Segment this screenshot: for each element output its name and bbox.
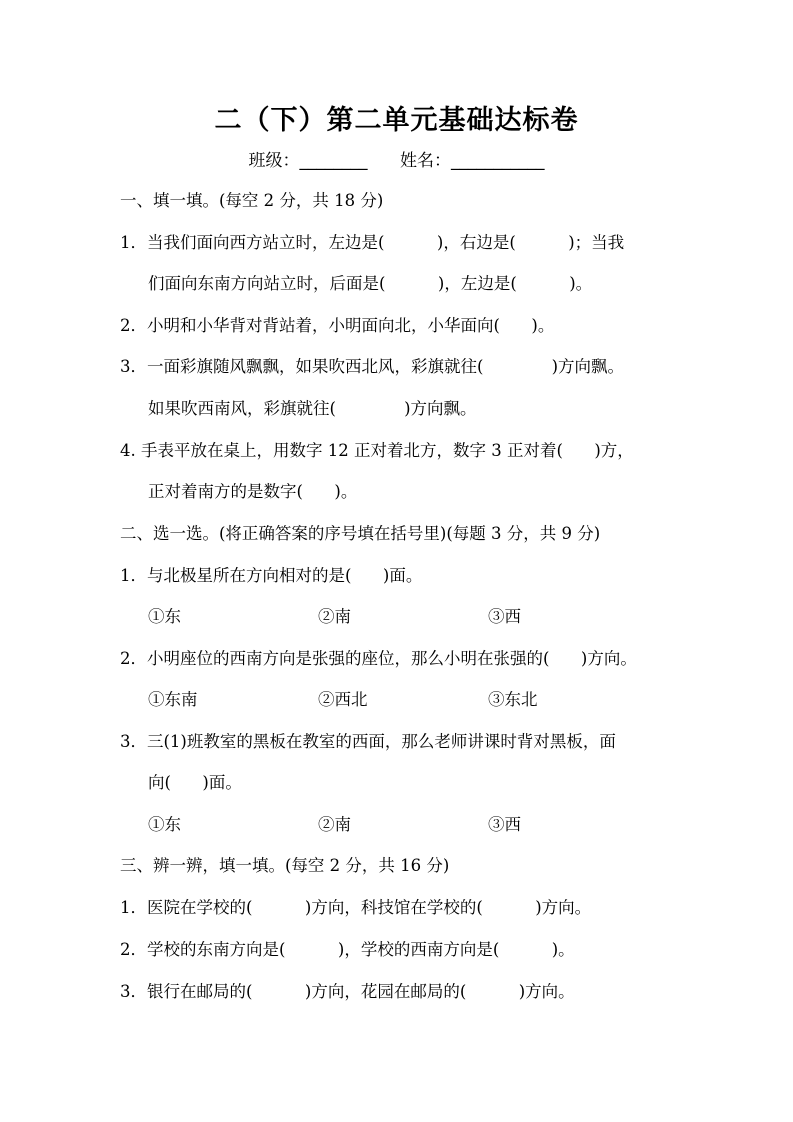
class-field[interactable]: 班级：________ — [248, 151, 368, 171]
section2-heading: 二、选一选。(将正确答案的序号填在括号里)(每题 3 分，共 9 分) — [120, 524, 601, 543]
s2-q3-option-b: ②南 — [318, 815, 351, 834]
s1-q1-line2: 们面向东南方向站立时，后面是( )，左边是( )。 — [148, 274, 593, 293]
s2-q3-option-c: ③西 — [488, 815, 521, 834]
s2-q3-line1: 3．三(1)班教室的黑板在教室的西面，那么老师讲课时背对黑板，面 — [120, 732, 616, 751]
s2-q1-option-b: ②南 — [318, 607, 351, 626]
name-field[interactable]: 姓名：___________ — [399, 151, 545, 171]
s2-q2-option-a: ①东南 — [148, 690, 198, 709]
section3-heading: 三、辨一辨，填一填。(每空 2 分，共 16 分) — [120, 856, 450, 875]
s2-q3-option-a: ①东 — [148, 815, 181, 834]
s2-q1-option-a: ①东 — [148, 607, 181, 626]
s2-q2-option-c: ③东北 — [488, 690, 538, 709]
s2-q2: 2．小明座位的西南方向是张强的座位，那么小明在张强的( )方向。 — [120, 649, 637, 668]
s1-q2: 2．小明和小华背对背站着，小明面向北，小华面向( )。 — [120, 316, 555, 335]
s1-q3-line2: 如果吹西南风，彩旗就往( )方向飘。 — [148, 399, 477, 418]
student-info — [0, 146, 793, 171]
s1-q4-line2: 正对着南方的是数字( )。 — [148, 482, 358, 501]
s2-q3-line2: 向( )面。 — [148, 773, 242, 792]
s2-q1: 1．与北极星所在方向相对的是( )面。 — [120, 566, 423, 585]
s3-q2: 2．学校的东南方向是( )，学校的西南方向是( )。 — [120, 940, 575, 959]
section1-heading: 一、填一填。(每空 2 分，共 18 分) — [120, 191, 384, 210]
s3-q3: 3．银行在邮局的( )方向，花园在邮局的( )方向。 — [120, 982, 575, 1001]
s2-q2-option-b: ②西北 — [318, 690, 368, 709]
s1-q4-line1: 4. 手表平放在桌上，用数字 12 正对着北方，数字 3 正对着( )方， — [120, 441, 634, 460]
page-title: 二（下）第二单元基础达标卷 — [214, 105, 579, 136]
s1-q1-line1: 1．当我们面向西方站立时，左边是( )，右边是( )；当我 — [120, 233, 625, 252]
s3-q1: 1．医院在学校的( )方向，科技馆在学校的( )方向。 — [120, 898, 592, 917]
s2-q1-option-c: ③西 — [488, 607, 521, 626]
s1-q3-line1: 3．一面彩旗随风飘飘，如果吹西北风，彩旗就往( )方向飘。 — [120, 357, 625, 376]
